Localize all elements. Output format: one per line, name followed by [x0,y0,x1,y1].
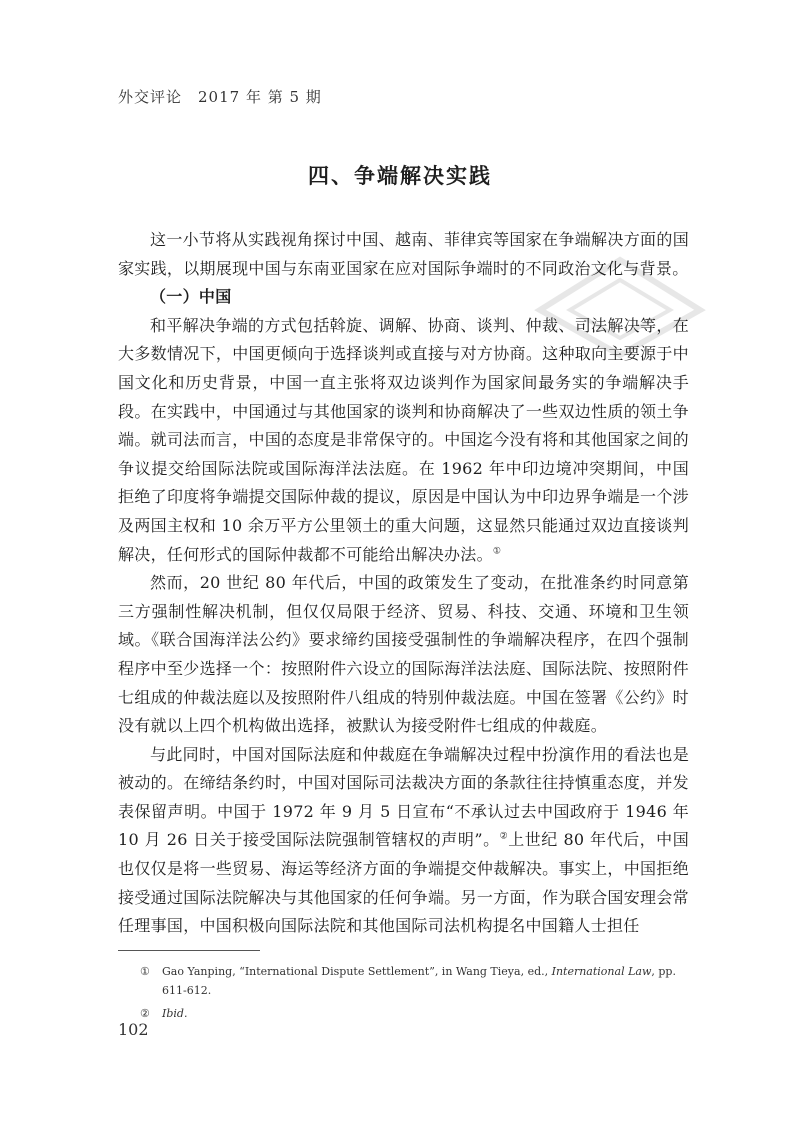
footnote-divider [118,950,260,951]
footnote-mark: ① [140,965,150,978]
paragraph-peaceful-settlement [118,312,689,569]
article-body [118,226,689,941]
paragraph-policy-change: 然而，20 世纪 80 年代后，中国的政策发生了变动，在批准条约时同意第三方强制性解决机制，但仅仅局限于经济、贸易、科技、交通、环境和卫生领域。《联合国海洋法公约》要求缔约国接受强制性的争端解决程序，在四个强制程序中至少选择一个：按照附件六设立的国际海洋法法庭、国际法院、按照附件七组成的仲裁法庭以及按照附件八组成的特别仲裁法庭。中国在签署《公约》时没有就以上四个机构做出选择，被默认为接受附件七组成的仲裁庭。 [118,573,689,736]
paragraph-text: 与此同时，中国对国际法庭和仲裁庭在争端解决过程中扮演作用的看法也是被动的。在缔结条约时，中国对国际司法裁决方面的条款往往持慎重态度，并发表保留声明。中国于 1972 年 9 月 5 日宣布“不承认过去中国政府于 1946 年 10 月 26 日关于接受国际法院强制管辖权的声明”。 [118,744,689,850]
paragraph-intro: 这一小节将从实践视角探讨中国、越南、菲律宾等国家在争端解决方面的国家实践，以期展现中国与东南亚国家在应对国际争端时的不同政治文化与背景。 [118,230,689,278]
footnote-text: Ibid. [162,1007,188,1020]
footnote-text: Gao Yanping, “International Dispute Settlement”, in Wang Tieya, ed., International Law, pp. 611-612. [162,965,676,997]
footnote-ref-2[interactable]: ② [499,832,509,843]
footnote-1 [118,962,689,1000]
footnote-mark: ② [140,1007,150,1020]
subsection-heading: （一）中国 [150,287,232,307]
page-number: 102 [118,1020,149,1039]
footnote-2 [118,1004,689,1023]
section-title: 四、争端解决实践 [308,164,492,188]
paragraph-text: 和平解决争端的方式包括斡旋、调解、协商、谈判、仲裁、司法解决等，在大多数情况下，中国更倾向于选择谈判或直接与对方协商。这种取向主要源于中国文化和历史背景，中国一直主张将双边谈判作为国家间最务实的争端解决手段。在实践中，中国通过与其他国家的谈判和协商解决了一些双边性质的领土争端。就司法而言，中国的态度是非常保守的。中国迄今没有将和其他国家之间的争议提交给国际法院或国际海洋法法庭。在 1962 年中印边境冲突期间，中国拒绝了印度将争端提交国际仲裁的提议，原因是中国认为中印边界争端是一个涉及两国主权和 10 余万平方公里领土的重大问题，这显然只能通过双边直接谈判解决，任何形式的国际仲裁都不可能给出解决办法。 [118,315,689,564]
footnote-ref-1[interactable]: ① [492,546,502,557]
paragraph-judicial-view [118,741,689,941]
running-head: 外交评论 2017 年 第 5 期 [118,88,322,106]
paragraph-text-cont: 上世纪 80 年代后，中国也仅仅是将一些贸易、海运等经济方面的争端提交仲裁解决。事实上，中国拒绝接受通过国际法院解决与其他国家的任何争端。另一方面，作为联合国安理会常任理事国，中国积极向国际法院和其他国际司法机构提名中国籍人士担任 [118,830,689,936]
footnotes [118,962,689,1027]
